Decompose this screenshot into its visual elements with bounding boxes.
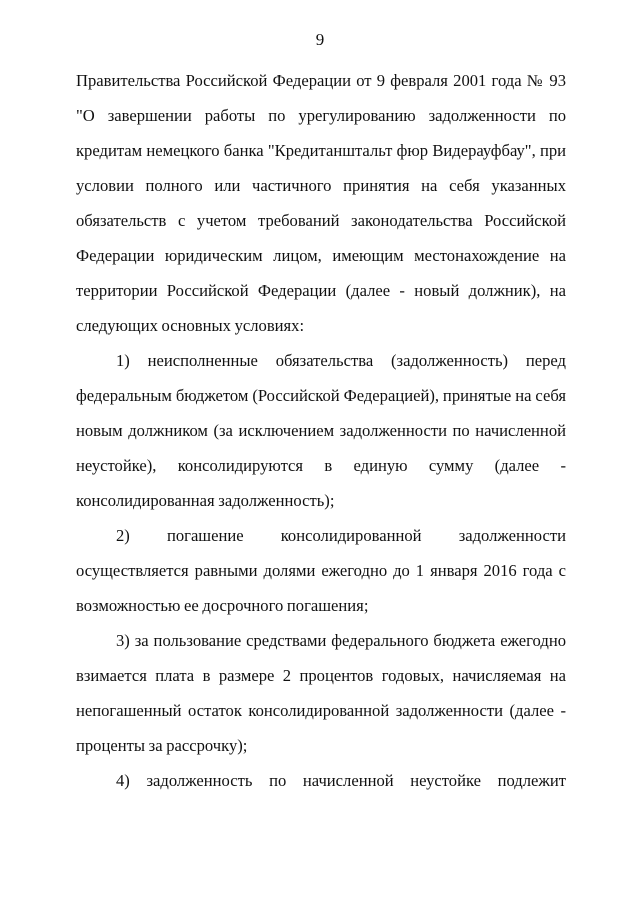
text-line: "О завершении работы по урегулированию задолженности по: [76, 106, 566, 125]
text-line: проценты за рассрочку);: [76, 736, 248, 755]
text-line: Правительства Российской Федерации от 9 февраля 2001 года № 93: [76, 71, 566, 90]
text-line: 2) погашение консолидированной задолженности: [116, 526, 566, 545]
text-line: обязательств с учетом требований законодательства Российской: [76, 211, 566, 230]
text-line: следующих основных условиях:: [76, 316, 305, 335]
text-line: неустойке), консолидируются в единую сумму (далее -: [76, 456, 566, 475]
text-line: Федерации юридическим лицом, имеющим местонахождение на: [76, 246, 566, 265]
text-line: 1) неисполненные обязательства (задолженность) перед: [116, 351, 566, 370]
text-line: новым должником (за исключением задолженности по начисленной: [76, 421, 566, 440]
document-body: [76, 66, 566, 801]
text-line: взимается плата в размере 2 процентов годовых, начисляемая на: [76, 666, 566, 685]
text-line: 4) задолженность по начисленной неустойке подлежит: [116, 771, 566, 790]
text-line: территории Российской Федерации (далее - новый должник), на: [76, 281, 566, 300]
text-line: осуществляется равными долями ежегодно до 1 января 2016 года с: [76, 561, 566, 580]
text-line: федеральным бюджетом (Российской Федерацией), принятые на себя: [76, 386, 566, 405]
text-line: кредитам немецкого банка "Кредитанштальт фюр Видерауфбау", при: [76, 141, 566, 160]
page-number: 9: [315, 30, 325, 49]
text-line: условии полного или частичного принятия на себя указанных: [76, 176, 566, 195]
text-line: непогашенный остаток консолидированной задолженности (далее -: [76, 701, 566, 720]
text-line: 3) за пользование средствами федерального бюджета ежегодно: [116, 631, 566, 650]
text-line: консолидированная задолженность);: [76, 491, 335, 510]
text-line: возможностью ее досрочного погашения;: [76, 596, 369, 615]
